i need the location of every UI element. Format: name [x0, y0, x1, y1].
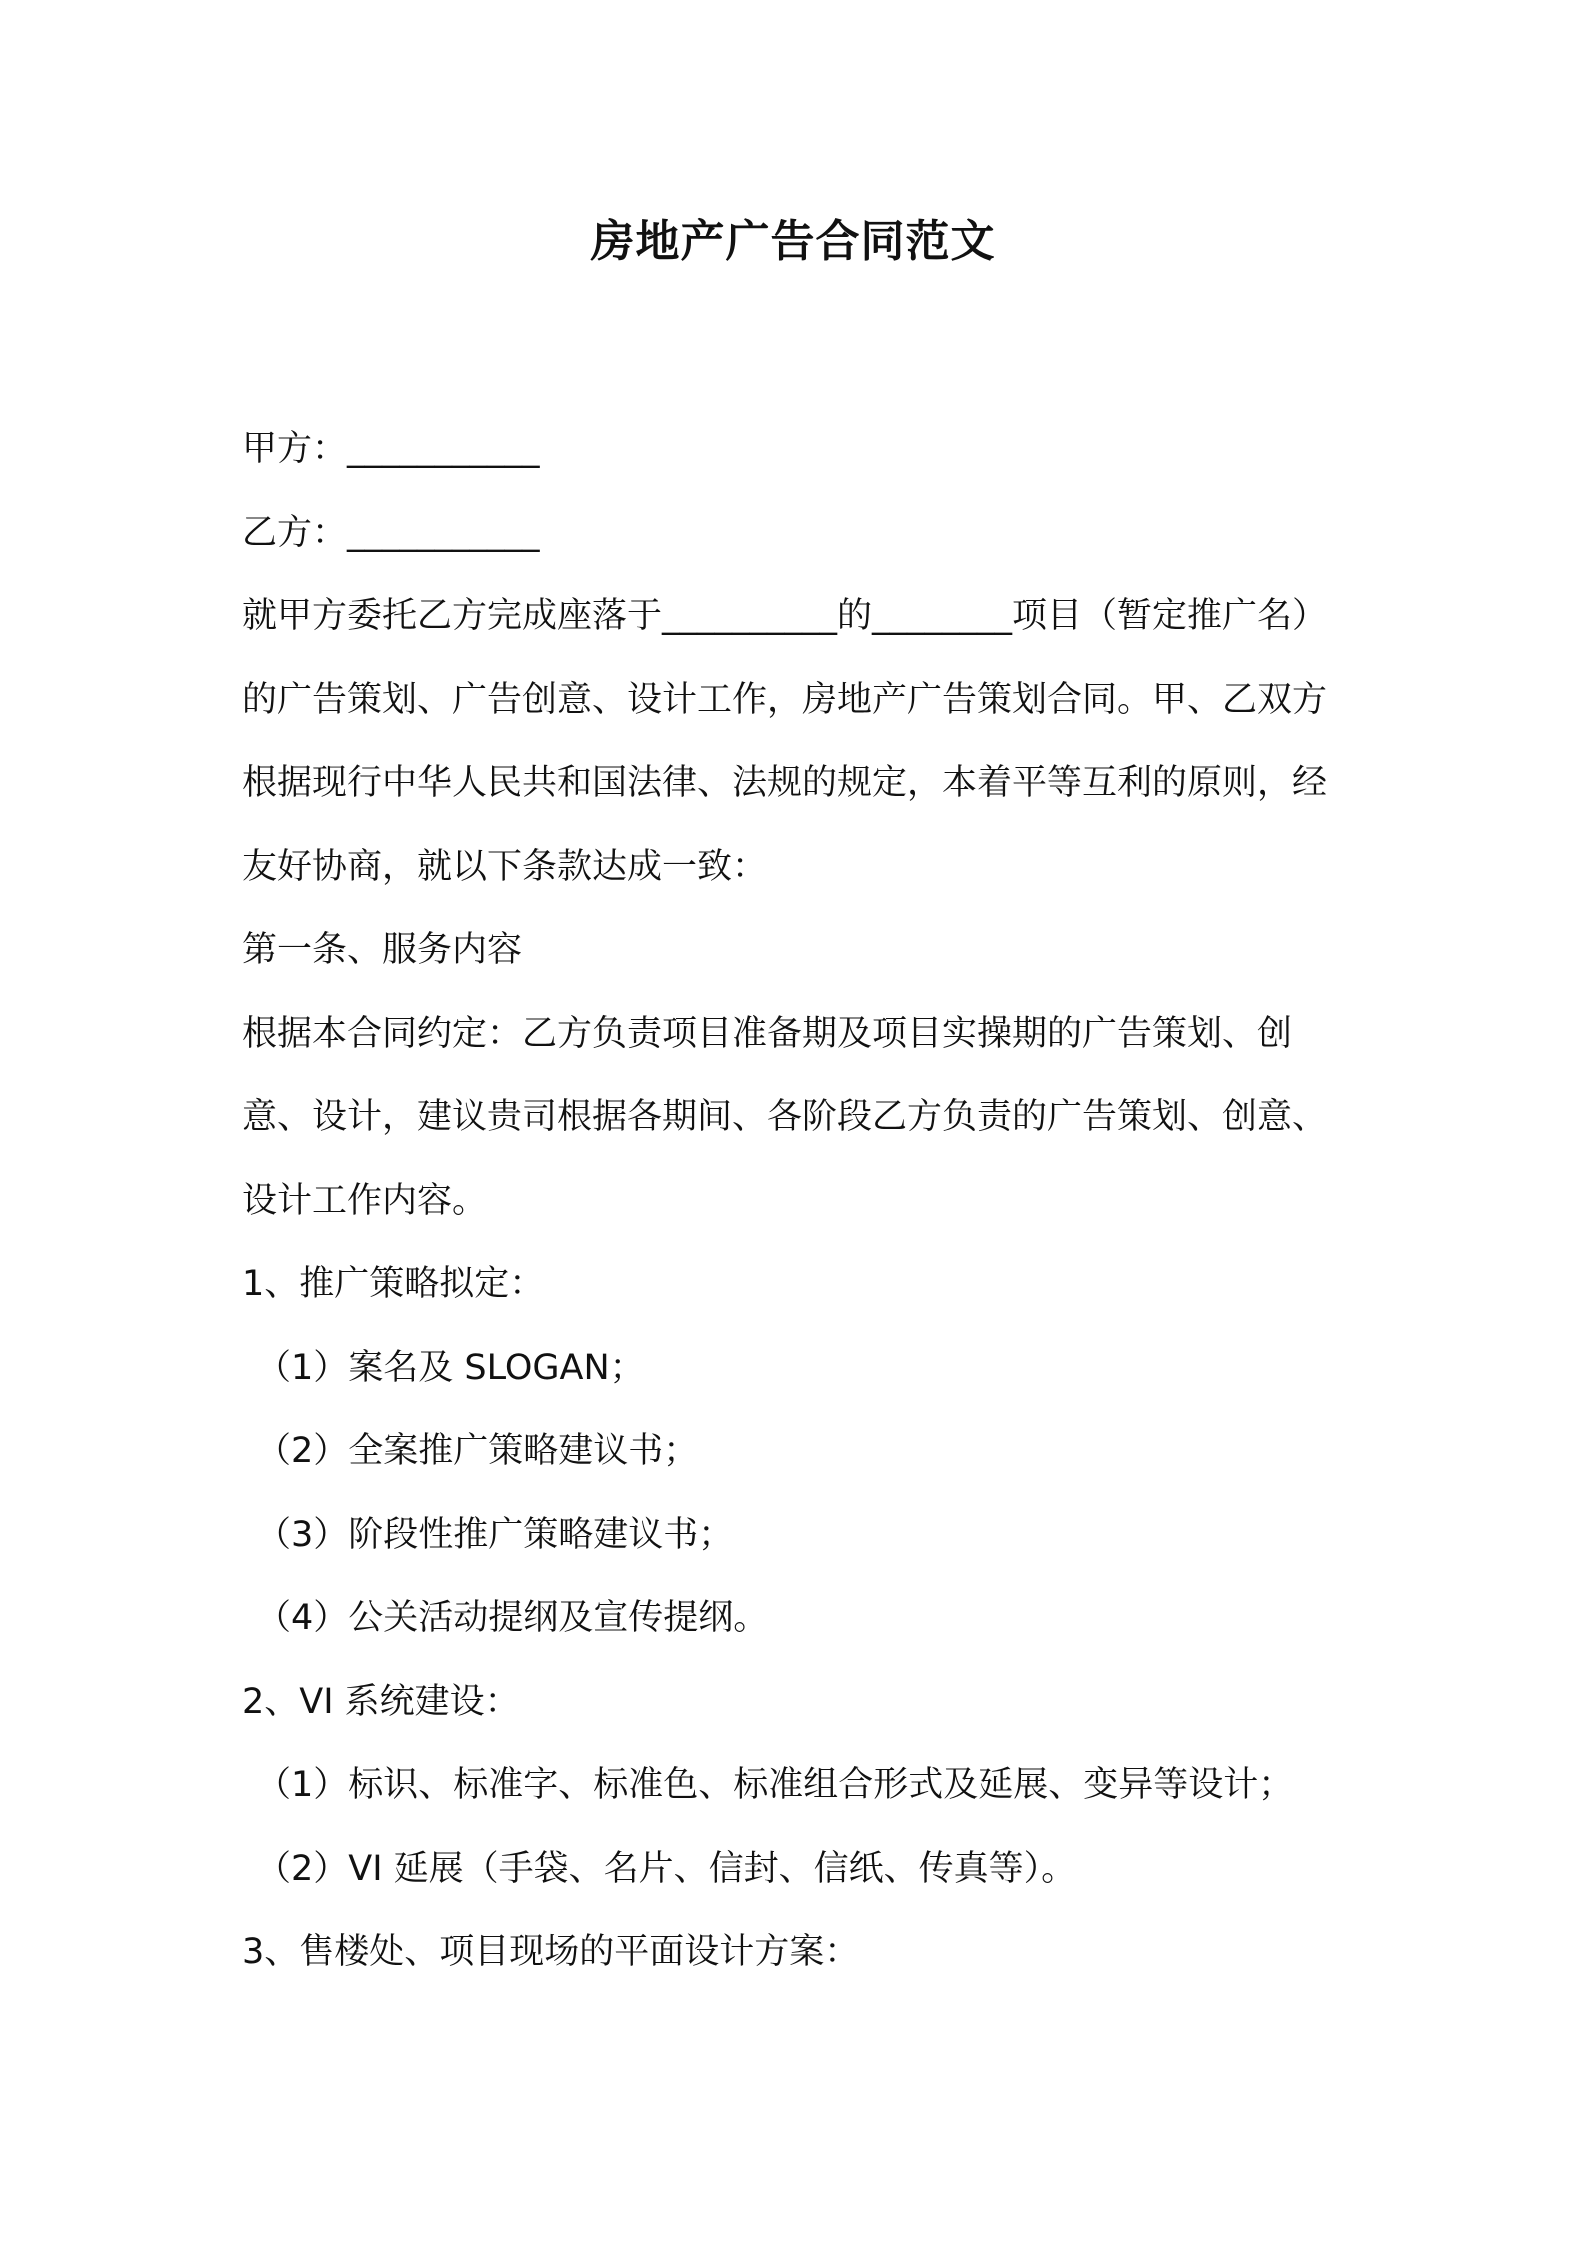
section-1-item-1: （1）案名及 SLOGAN；	[256, 1347, 645, 1388]
party-a-line: 甲方：___________	[242, 429, 540, 469]
section-1-item-2: （2）全案推广策略建议书；	[256, 1431, 699, 1471]
section-1-item-3: （3）阶段性推广策略建议书；	[256, 1514, 734, 1555]
section-1-heading: 1、推广策略拟定：	[242, 1264, 545, 1304]
section-2-item-1: （1）标识、标准字、标准色、标准组合形式及延展、变异等设计；	[256, 1765, 1294, 1805]
section-3-heading: 3、售楼处、项目现场的平面设计方案：	[242, 1932, 860, 1972]
document-body	[242, 408, 1352, 1995]
intro-paragraph: 就甲方委托乙方完成座落于__________的________项目（暂定推广名）的广告策划、广告创意、设计工作，房地产广告策划合同。甲、乙双方根据现行中华人民共和国法律、法规的规定，本着平等互利的原则，经友好协商，就以下条款达成一致：	[242, 596, 1328, 887]
document-title: 房地产广告合同范文	[590, 216, 996, 267]
section-2-heading: 2、VI 系统建设：	[242, 1681, 520, 1722]
article-1-paragraph: 根据本合同约定：乙方负责项目准备期及项目实操期的广告策划、创意、设计，建议贵司根据各期间、各阶段乙方负责的广告策划、创意、设计工作内容。	[242, 1013, 1328, 1221]
article-1-heading: 第一条、服务内容	[242, 930, 523, 970]
section-2-item-2: （2）VI 延展（手袋、名片、信封、信纸、传真等）。	[256, 1848, 1077, 1889]
party-b-line: 乙方：___________	[242, 512, 540, 553]
section-1-item-4: （4）公关活动提纲及宣传提纲。	[256, 1598, 769, 1638]
